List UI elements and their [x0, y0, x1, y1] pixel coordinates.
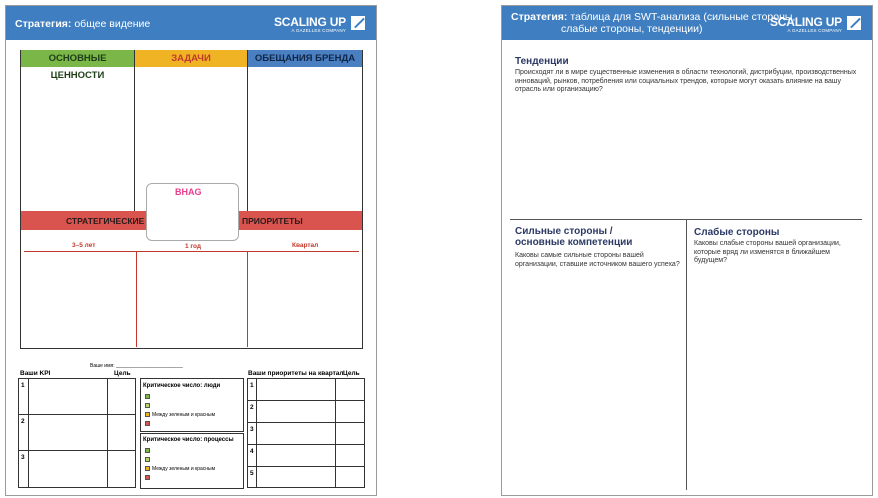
swt-divider-vertical [686, 219, 687, 490]
horizon-divider-2 [247, 251, 248, 347]
weaknesses-title: Слабые стороны [694, 227, 780, 238]
vision-sheet-header [6, 6, 376, 40]
qp-row-4: 4 [250, 448, 254, 455]
logo-line2: A GAZELLES COMPANY [291, 28, 346, 33]
kpi-row-2: 2 [21, 418, 25, 425]
status-red-icon-2 [145, 475, 150, 480]
grid-divider-2 [247, 50, 248, 211]
horizon-quarter: Квартал [292, 242, 319, 249]
swt-logo-line1: SCALING UP [769, 15, 842, 29]
horizon-years: 3–5 лет [72, 242, 96, 249]
scaling-up-logo [274, 16, 346, 33]
qp-row-5: 5 [250, 470, 254, 477]
qp-col-num [256, 378, 257, 488]
title-bold: Стратегия: [15, 18, 72, 30]
kpi-row-1: 1 [21, 382, 25, 389]
qp-row-2: 2 [250, 404, 254, 411]
horizon-divider-1 [136, 251, 137, 347]
kpi-col-goal [107, 378, 108, 488]
qp-row-3: 3 [250, 426, 254, 433]
quarter-priorities-table [247, 378, 365, 488]
status-lightgreen-icon [145, 403, 150, 408]
horizon-year: 1 год [185, 243, 202, 250]
strengths-title-line1: Сильные стороны / [515, 226, 613, 237]
trends-title: Тенденции [515, 56, 569, 67]
critical-processes-title: Критическое число: процессы [143, 437, 234, 443]
swt-scaling-up-logo [770, 16, 842, 33]
trends-text: Происходят ли в мире существенные изменения в области технологий, дистрибуции, производственных инноваций, рынков, потребления или социальных трендов, которые могут оказать влияние на вашу отрасль или организацию? [515, 69, 857, 93]
status-yellow-icon-2 [145, 466, 150, 471]
core-values-header: ОСНОВНЫЕ ЦЕННОСТИ [21, 50, 134, 67]
swt-title-line2: слабые стороны, тенденции) [561, 23, 703, 35]
swt-sheet-header [502, 6, 872, 40]
status-lightgreen-icon-2 [145, 457, 150, 462]
weaknesses-text: Каковы слабые стороны вашей организации, которые вряд ли изменятся в ближайшем будущем? [694, 240, 841, 264]
quarter-goal-header: Цель [343, 370, 360, 377]
grid-divider-1 [134, 50, 135, 211]
swt-sheet [501, 5, 873, 496]
swt-logo-line2: A GAZELLES COMPANY [787, 28, 842, 33]
priorities-right-label: ПРИОРИТЕТЫ [242, 216, 303, 226]
swt-sheet-title [511, 11, 795, 35]
logo-mark-icon [351, 16, 365, 30]
status-green-icon-2 [145, 448, 150, 453]
vision-sheet [5, 5, 377, 496]
between-label-2: Между зеленым и красным [152, 466, 216, 472]
strengths-title-line2: основные компетенции [515, 237, 633, 248]
kpi-header: Ваши KPI [20, 370, 51, 377]
kpi-table [18, 378, 136, 488]
between-label-1: Между зеленым и красным [152, 412, 216, 418]
qp-row-line-1 [247, 400, 365, 401]
status-red-icon [145, 421, 150, 426]
qp-col-goal [335, 378, 336, 488]
title-rest: общее видение [71, 18, 151, 30]
critical-people-title: Критическое число: люди [143, 383, 221, 389]
status-yellow-icon [145, 412, 150, 417]
swt-title-bold: Стратегия: [511, 11, 568, 23]
status-green-icon [145, 394, 150, 399]
horizon-underline [24, 251, 359, 252]
swt-logo-mark-icon [847, 16, 861, 30]
vision-sheet-title [15, 18, 150, 30]
kpi-row-line-2 [18, 450, 136, 451]
strengths-title [515, 226, 632, 248]
kpi-goal-header: Цель [114, 370, 131, 377]
logo-line1: SCALING UP [273, 15, 346, 29]
qp-row-line-2 [247, 422, 365, 423]
qp-row-line-4 [247, 466, 365, 467]
qp-row-1: 1 [250, 382, 254, 389]
priorities-left-label: СТРАТЕГИЧЕСКИЕ [66, 216, 145, 226]
kpi-row-3: 3 [21, 454, 25, 461]
swt-title-rest: таблица для SWT-анализа (сильные стороны, [567, 11, 796, 23]
your-name-field: Ваше имя: ________________________ [90, 363, 183, 369]
quarter-priorities-header: Ваши приоритеты на квартал [248, 370, 344, 377]
kpi-col-num [28, 378, 29, 488]
kpi-row-line-1 [18, 414, 136, 415]
goals-header: ЗАДАЧИ [135, 50, 247, 67]
brand-promises-header: ОБЕЩАНИЯ БРЕНДА [248, 50, 362, 67]
qp-row-line-3 [247, 444, 365, 445]
bhag-label: BHAG [175, 187, 202, 197]
strengths-text: Каковы самые сильные стороны вашей организации, ставшие источником вашего успеха? [515, 252, 680, 268]
